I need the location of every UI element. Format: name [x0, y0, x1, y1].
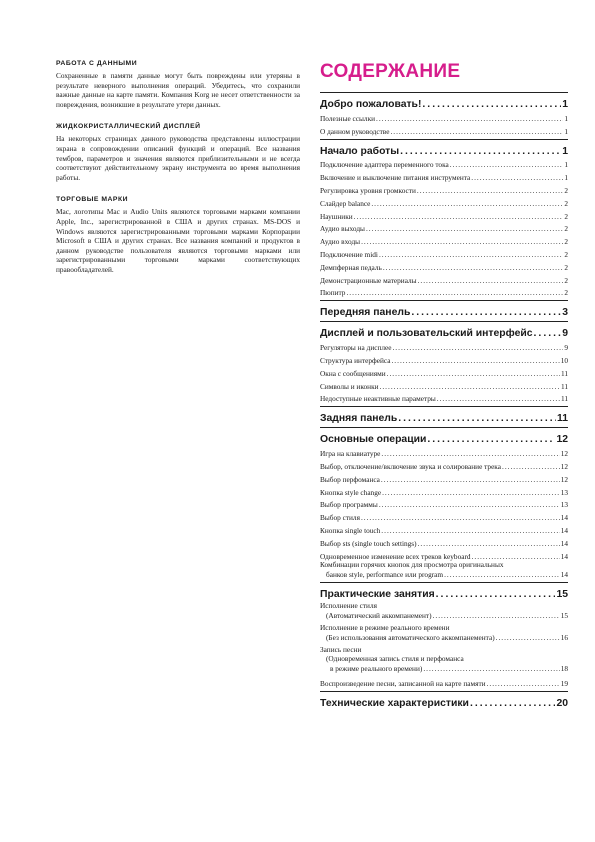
- toc-entry-title: Кнопка style change: [320, 487, 382, 497]
- toc-entry-title: Символы и иконки: [320, 381, 379, 391]
- lcd-section: [56, 123, 300, 182]
- data-handling-section: [56, 60, 300, 109]
- toc-sub-entry[interactable]: [320, 123, 568, 136]
- leader-dots: [361, 513, 560, 522]
- leader-dots: [422, 99, 561, 110]
- toc-section-practice: [320, 582, 568, 688]
- toc-page-number: 14: [560, 569, 568, 579]
- section-heading: РАБОТА С ДАННЫМИ: [56, 60, 138, 67]
- leader-dots: [383, 263, 564, 272]
- toc-page-number: 2: [564, 237, 568, 247]
- toc-sub-entry[interactable]: [320, 339, 568, 352]
- leader-dots: [427, 434, 555, 445]
- leader-dots: [387, 369, 560, 378]
- toc-sub-entry[interactable]: [320, 110, 568, 123]
- toc-main-entry[interactable]: [320, 430, 568, 445]
- toc-entry-continuation: [320, 633, 568, 643]
- toc-entry-title: Комбинации горячих кнопок для просмотра оригинальных: [320, 559, 504, 569]
- toc-entry-title: Основные операции: [320, 434, 427, 446]
- toc-entry-title: Структура интерфейса: [320, 355, 391, 365]
- toc-entry-title: Пюпитр: [320, 288, 346, 298]
- toc-entry-continuation: [320, 569, 568, 579]
- toc-page-number: 13: [560, 487, 568, 497]
- toc-sub-entry[interactable]: [320, 548, 568, 561]
- leader-dots: [379, 500, 560, 509]
- toc-page-number: 11: [557, 413, 568, 425]
- leader-dots: [471, 173, 563, 182]
- toc-entry-title: О данном руководстве: [320, 126, 390, 136]
- toc-entry-title: Регулировка уровня громкости: [320, 185, 416, 195]
- toc-entry-title: Наушники: [320, 211, 353, 221]
- toc-entry-title: Дисплей и пользовательский интерфейс: [320, 328, 533, 340]
- section-heading: ТОРГОВЫЕ МАРКИ: [56, 196, 128, 204]
- leader-dots: [382, 488, 560, 497]
- toc-page-number: 3: [562, 307, 568, 319]
- toc-sub-entry[interactable]: [320, 509, 568, 522]
- leader-dots: [411, 307, 561, 318]
- leader-dots: [354, 212, 564, 221]
- toc-page-number: 14: [560, 551, 568, 561]
- toc-sub-entry[interactable]: [320, 246, 568, 259]
- toc-sub-entry[interactable]: [320, 378, 568, 391]
- toc-sub-entry[interactable]: [320, 272, 568, 285]
- toc-entry-title: Подключение midi: [320, 249, 378, 259]
- leader-dots: [496, 634, 560, 643]
- toc-page-number: 2: [564, 185, 568, 195]
- toc-entry-title: (Без использования автоматического аккомпанемента): [326, 633, 495, 643]
- toc-section-welcome: [320, 92, 568, 136]
- leader-dots: [502, 462, 560, 471]
- toc-sub-entry-multiline[interactable]: [320, 561, 568, 580]
- toc-main-entry[interactable]: [320, 303, 568, 318]
- toc-main-entry[interactable]: [320, 694, 568, 709]
- toc-page-number: 2: [564, 198, 568, 208]
- toc-page-number: 14: [560, 538, 568, 548]
- toc-page-number: 9: [562, 328, 568, 340]
- leader-dots: [433, 612, 560, 621]
- leader-dots: [418, 276, 564, 285]
- toc-section-display-ui: [320, 321, 568, 403]
- toc-page-number: 2: [564, 249, 568, 259]
- leader-dots: [379, 250, 563, 259]
- toc-entry-title: Кнопка single touch: [320, 525, 381, 535]
- toc-entry-title: банков style, performance или program: [326, 569, 444, 579]
- toc-sub-entry[interactable]: [320, 221, 568, 234]
- leader-dots: [391, 356, 559, 365]
- leader-dots: [371, 199, 563, 208]
- toc-entry-title: Выбор стиля: [320, 513, 360, 523]
- toc-entry-title: Выбор, отключение/включение звука и солирование трека: [320, 461, 501, 471]
- toc-section-rear-panel: [320, 406, 568, 424]
- toc-page-number: 14: [560, 525, 568, 535]
- section-text: Mac, логотипы Mac и Audio Units являются торговыми марками компании Apple, Inc., зарегистрированной в США и других странах. MS-DOS и Windows являются зарегистрированными торговыми марками Корпорации Microsoft в США и других странах. Все названия компаний и продуктов в данном руководстве пользователя являются торговыми марками или зарегистрированными торговыми марками соответствующих правообладателей.: [56, 207, 300, 274]
- toc-entry-title: (Автоматический аккомпанемент): [326, 611, 432, 621]
- toc-entry-continuation: [320, 611, 568, 621]
- toc-sub-entry[interactable]: [320, 458, 568, 471]
- toc-entry-title: Демпферная педаль: [320, 262, 382, 272]
- toc-entry-title: Включение и выключение питания инструмента: [320, 173, 471, 183]
- toc-page-number: 20: [556, 698, 568, 710]
- toc-section-front-panel: [320, 300, 568, 318]
- toc-page-number: 19: [560, 679, 568, 689]
- toc-page-number: 12: [556, 434, 568, 446]
- toc-main-entry[interactable]: [320, 142, 568, 157]
- leader-dots: [346, 288, 563, 297]
- toc-sub-entry-multiline[interactable]: [320, 624, 568, 643]
- toc-sub-entry[interactable]: [320, 233, 568, 246]
- toc-page-number: 2: [564, 224, 568, 234]
- toc-page-number: 1: [564, 173, 568, 183]
- trademarks-section: [56, 196, 300, 274]
- leader-dots: [366, 224, 563, 233]
- toc-entry-title: Подключение адаптера переменного тока: [320, 160, 449, 170]
- toc-page-number: 15: [556, 589, 568, 601]
- toc-sub-entry[interactable]: [320, 352, 568, 365]
- toc-entry-title: Технические характеристики: [320, 698, 469, 710]
- toc-entry-title: Исполнение в режиме реального времени: [320, 623, 450, 633]
- toc-title: СОДЕРЖАНИЕ: [320, 61, 461, 82]
- toc-page-number: 9: [564, 343, 568, 353]
- toc-sub-entry[interactable]: [320, 484, 568, 497]
- toc-page-number: 11: [560, 368, 568, 378]
- toc-sub-entry[interactable]: [320, 182, 568, 195]
- toc-entry-title: (Одновременная запись стиля и перфоманса: [326, 653, 464, 663]
- toc-sub-entry[interactable]: [320, 169, 568, 182]
- toc-sub-entry-multiline[interactable]: [320, 602, 568, 621]
- toc-sub-entry[interactable]: [320, 208, 568, 221]
- toc-entry-title: Демонстрационные материалы: [320, 275, 417, 285]
- leader-dots: [470, 698, 555, 709]
- leader-dots: [380, 382, 560, 391]
- toc-page-number: 2: [564, 211, 568, 221]
- toc-entry-title: Практические занятия: [320, 589, 435, 601]
- toc-page-number: 2: [564, 288, 568, 298]
- toc-sub-entry[interactable]: [320, 195, 568, 208]
- toc-sub-entry[interactable]: [320, 522, 568, 535]
- toc-sub-entry[interactable]: [320, 365, 568, 378]
- toc-page-number: 18: [560, 663, 568, 673]
- toc-page-number: 12: [560, 461, 568, 471]
- leader-dots: [398, 413, 556, 424]
- toc-main-entry[interactable]: [320, 95, 568, 110]
- toc-page-number: 11: [560, 394, 568, 404]
- toc-entry-title: Исполнение стиля: [320, 601, 377, 611]
- toc-sub-entry[interactable]: [320, 391, 568, 404]
- toc-entry-title: Слайдер balance: [320, 198, 371, 208]
- leader-dots: [534, 328, 562, 339]
- leader-dots: [361, 237, 563, 246]
- toc-page-number: 14: [560, 513, 568, 523]
- leader-dots: [381, 449, 559, 458]
- toc-page-number: 1: [564, 160, 568, 170]
- leader-dots: [381, 526, 559, 535]
- toc-page-number: 10: [560, 355, 568, 365]
- leader-dots: [436, 589, 556, 600]
- leader-dots: [376, 114, 563, 123]
- toc-page-number: 15: [560, 611, 568, 621]
- toc-page-number: 2: [564, 262, 568, 272]
- toc-entry-title: Задняя панель: [320, 413, 398, 425]
- toc-entry-title: в режиме реального времени): [330, 663, 423, 673]
- leader-dots: [444, 571, 560, 580]
- toc-sub-entry[interactable]: [320, 535, 568, 548]
- section-text: Сохраненные в памяти данные могут быть повреждены или утеряны в результате неверного выполнения операций. Убедитесь, что сохранили важные данные на карте памяти. Компания Korg не несет ответственности за повреждения, возникшие в результате утери данных.: [56, 71, 300, 109]
- leader-dots: [423, 665, 559, 674]
- toc-sub-entry[interactable]: [320, 497, 568, 510]
- leader-dots: [487, 679, 560, 688]
- toc-entry-title: Воспроизведение песни, записанной на карте памяти: [320, 679, 486, 689]
- toc-entry-title: Одновременное изменение всех треков keyboard: [320, 551, 471, 561]
- toc-entry-title: Игра на клавиатуре: [320, 449, 381, 459]
- toc-page-number: 12: [560, 449, 568, 459]
- toc-entry-title: Выбор программы: [320, 500, 378, 510]
- toc-page-number: 1: [564, 126, 568, 136]
- leader-dots: [392, 343, 563, 352]
- toc-entry-title: Выбор sts (single touch settings): [320, 538, 417, 548]
- leader-dots: [450, 160, 564, 169]
- leader-dots: [437, 394, 560, 403]
- leader-dots: [417, 186, 563, 195]
- toc-sub-entry[interactable]: [320, 676, 568, 689]
- section-heading: ЖИДКОКРИСТАЛЛИЧЕСКИЙ ДИСПЛЕЙ: [56, 123, 201, 131]
- toc-section-getting-started: [320, 139, 568, 298]
- toc-main-entry[interactable]: [320, 324, 568, 339]
- toc-section-basic-operations: [320, 427, 568, 579]
- toc-entry-title: Регуляторы на дисплее: [320, 343, 392, 353]
- toc-sub-entry-multiline[interactable]: [320, 646, 568, 674]
- toc-entry-title: Недоступные неактивные параметры: [320, 394, 436, 404]
- toc-sub-entry[interactable]: [320, 471, 568, 484]
- toc-page-number: 12: [560, 474, 568, 484]
- toc-entry-continuation: [320, 664, 568, 674]
- toc-main-entry[interactable]: [320, 409, 568, 424]
- leader-dots: [390, 127, 563, 136]
- toc-entry-title: Добро пожаловать!: [320, 99, 422, 110]
- toc-sub-entry[interactable]: [320, 285, 568, 298]
- toc-entry-title: Окна с сообщениями: [320, 368, 386, 378]
- toc-page-number: 13: [560, 500, 568, 510]
- toc-sub-entry[interactable]: [320, 157, 568, 170]
- toc-page-number: 16: [560, 633, 568, 643]
- toc-entry-title: Полезные ссылки: [320, 113, 376, 123]
- toc-entry-title: Передняя панель: [320, 307, 411, 319]
- toc-entry-title: Выбор перфоманса: [320, 474, 380, 484]
- toc-entry-title: Начало работы: [320, 145, 400, 157]
- toc-page-number: 1: [562, 99, 568, 110]
- toc-sub-entry[interactable]: [320, 445, 568, 458]
- toc-entry-title: Аудио входы: [320, 237, 361, 247]
- toc-page-number: 11: [560, 381, 568, 391]
- left-column: [56, 60, 300, 289]
- toc-page-number: 2: [564, 275, 568, 285]
- toc-page-number: 1: [564, 113, 568, 123]
- table-of-contents: [320, 58, 568, 712]
- leader-dots: [381, 475, 560, 484]
- toc-section-specifications: [320, 691, 568, 709]
- section-text: На некоторых страницах данного руководства представлены иллюстрации экрана в сопровождении описаний функций и операций. Все названия тембров, параметров и значения являются приблизительными и не всегда соответствуют действительному экрану инструмента во время выполнения работы.: [56, 134, 300, 182]
- toc-entry-title: Запись песни: [320, 644, 362, 654]
- leader-dots: [400, 146, 561, 157]
- toc-page-number: 1: [562, 145, 568, 157]
- toc-entry-title: Аудио выходы: [320, 224, 365, 234]
- leader-dots: [418, 539, 560, 548]
- toc-main-entry[interactable]: [320, 585, 568, 600]
- toc-sub-entry[interactable]: [320, 259, 568, 272]
